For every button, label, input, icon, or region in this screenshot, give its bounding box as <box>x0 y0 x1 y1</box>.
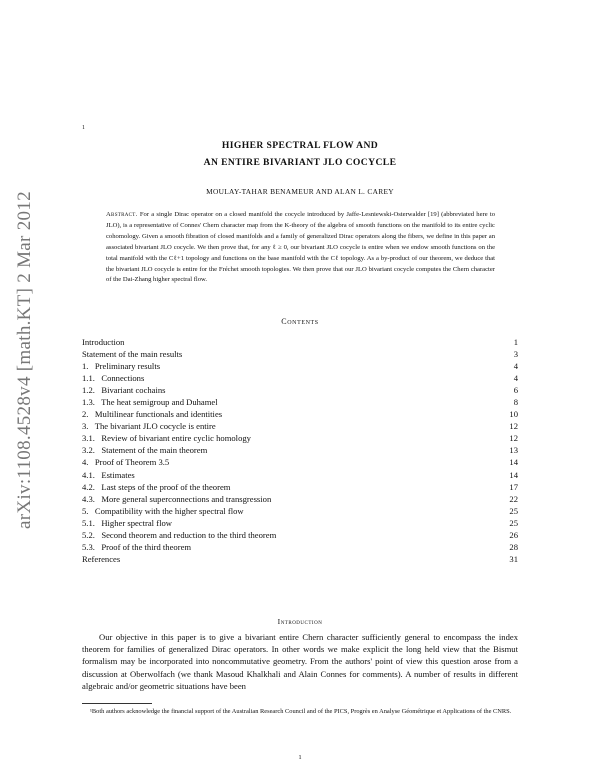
paper-title-line-1: HIGHER SPECTRAL FLOW AND <box>221 140 379 151</box>
toc-entry-page: 4 <box>513 373 518 384</box>
toc-entry-page: 10 <box>509 409 518 420</box>
toc-entry-page: 25 <box>509 517 518 528</box>
toc-entry[interactable] <box>82 481 518 493</box>
toc-entry-label: 4.3. More general superconnections and transgression <box>82 493 272 504</box>
toc-entry[interactable] <box>82 384 518 396</box>
toc-entry-page: 28 <box>509 541 518 552</box>
toc-entry-label: 5.1. Higher spectral flow <box>82 517 172 528</box>
toc-entry-label: 5.3. Proof of the third theorem <box>82 541 192 552</box>
toc-entry[interactable] <box>82 456 518 468</box>
toc-entry[interactable] <box>82 348 518 360</box>
toc-entry-page: 25 <box>509 505 518 516</box>
table-of-contents <box>82 336 518 565</box>
toc-entry[interactable] <box>82 517 518 529</box>
page-one-mark: 1 <box>82 125 85 131</box>
introduction-heading: Introduction <box>277 617 323 626</box>
toc-entry-page: 26 <box>509 529 518 540</box>
toc-entry[interactable] <box>82 493 518 505</box>
toc-entry-label: 3.2. Statement of the main theorem <box>82 445 208 456</box>
abstract-label: Abstract. <box>106 211 138 218</box>
toc-entry[interactable] <box>82 541 518 553</box>
toc-entry-label: 2. Multilinear functionals and identities <box>82 409 223 420</box>
toc-entry-page: 12 <box>509 433 518 444</box>
toc-entry[interactable] <box>82 360 518 372</box>
footnote-rule <box>82 703 152 704</box>
contents-heading: Contents <box>281 317 319 326</box>
toc-entry-label: 4.2. Last steps of the proof of the theorem <box>82 481 231 492</box>
toc-entry[interactable] <box>82 529 518 541</box>
toc-entry-page: 17 <box>509 481 518 492</box>
toc-entry-label: Statement of the main results <box>82 349 183 360</box>
toc-entry[interactable] <box>82 408 518 420</box>
toc-entry-page: 3 <box>513 349 518 360</box>
toc-entry-page: 6 <box>513 385 518 396</box>
abstract-text: For a single Dirac operator on a closed manifold the cocycle introduced by Jaffe-Lesniewski-Osterwalder [19] (abbreviated here to JLO), is a representative of Connes' Chern character map from the K-theory of the algebra of smooth functions on the manifold to its entire cyclic cohomology. Given a smooth fibration of closed manifolds and a family of generalized Dirac operators along the fibers, we define in this paper an associated bivariant JLO cocycle. We then prove that, for any ℓ ≥ 0, our bivariant JLO cocycle is entire when we endow smooth functions on the total manifold with the Cℓ+1 topology and functions on the base manifold with the Cℓ topology. As a by-product of our theorem, we deduce that the bivariant JLO cocycle is entire for the Fréchet smooth topologies. We then prove that our JLO bivariant cocycle computes the Chern character of the Dai-Zhang higher spectral flow. <box>106 211 495 284</box>
toc-entry[interactable] <box>82 432 518 444</box>
authors: MOULAY-TAHAR BENAMEUR AND ALAN L. CAREY <box>206 187 394 196</box>
footnote: ¹Both authors acknowledge the financial support of the Australian Research Council and of the PICS, Progrès en Analyse Géométrique et Applications of the CNRS. <box>90 708 512 715</box>
paper-title-line-2: AN ENTIRE BIVARIANT JLO COCYCLE <box>203 157 397 168</box>
toc-entry-page: 14 <box>509 469 518 480</box>
toc-entry[interactable] <box>82 505 518 517</box>
toc-entry-label: 4. Proof of Theorem 3.5 <box>82 457 170 468</box>
toc-entry-page: 4 <box>513 361 518 372</box>
toc-entry-label: 1.3. The heat semigroup and Duhamel <box>82 397 218 408</box>
toc-entry-label: 3. The bivariant JLO cocycle is entire <box>82 421 216 432</box>
page-number: 1 <box>298 754 302 761</box>
toc-entry-page: 8 <box>513 397 518 408</box>
toc-entry-label: 5.2. Second theorem and reduction to the third theorem <box>82 529 277 540</box>
toc-entry-page: 13 <box>509 445 518 456</box>
toc-entry-page: 1 <box>513 337 518 347</box>
toc-entry-page: 31 <box>509 553 518 564</box>
toc-entry[interactable] <box>82 396 518 408</box>
toc-entry-page: 22 <box>509 493 518 504</box>
toc-entry-label: 5. Compatibility with the higher spectral flow <box>82 505 244 516</box>
toc-entry-label: 4.1. Estimates <box>82 469 135 480</box>
toc-entry-label: 1. Preliminary results <box>82 361 161 372</box>
toc-entry-label: 1.1. Connections <box>82 373 145 384</box>
toc-entry-page: 14 <box>509 457 518 468</box>
introduction-paragraph: Our objective in this paper is to give a bivariant entire Chern character sufficiently general to encompass the index theorem for families of generalized Dirac operators. In other words we make explicit the long held view that the Bismut formalism may be incorporated into noncommutative geometry. From the authors' point of view this question arose from a discussion at Oberwolfach (we thank Masoud Khalkhali and Alain Connes for comments). A number of results in different algebraic and/or geometric situations have been <box>82 632 518 691</box>
toc-entry[interactable] <box>82 336 518 348</box>
toc-entry[interactable] <box>82 420 518 432</box>
arxiv-stamp: arXiv:1108.4528v4 [math.KT] 2 Mar 2012 <box>14 191 35 529</box>
toc-entry-label: 3.1. Review of bivariant entire cyclic homology <box>82 433 251 444</box>
abstract <box>106 210 495 286</box>
toc-entry[interactable] <box>82 372 518 384</box>
toc-entry-label: Introduction <box>82 337 125 347</box>
toc-entry[interactable] <box>82 553 518 565</box>
toc-entry[interactable] <box>82 469 518 481</box>
toc-entry[interactable] <box>82 444 518 456</box>
toc-entry-page: 12 <box>509 421 518 432</box>
toc-entry-label: 1.2. Bivariant cochains <box>82 385 166 396</box>
toc-entry-label: References <box>82 553 121 564</box>
